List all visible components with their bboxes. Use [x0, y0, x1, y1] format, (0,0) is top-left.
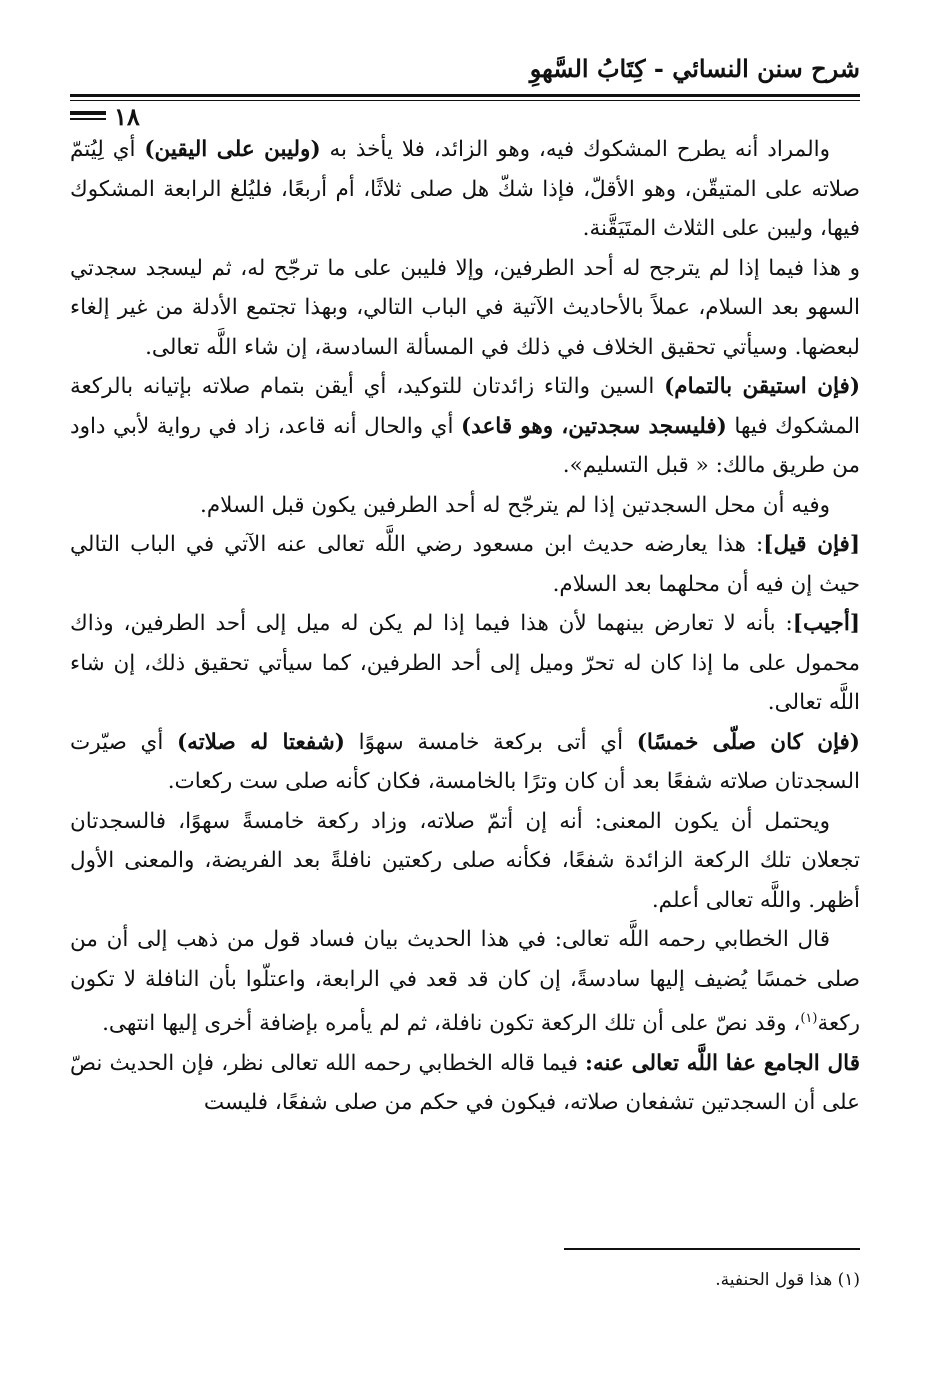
- footnote-marker: (١): [800, 1011, 818, 1026]
- text-run: قال الخطابي رحمه اللَّه تعالى: في هذا الحديث بيان فساد قول من ذهب إلى أن من صلى خمسًا يُضيف إليها سادسةً، إن كان قد قعد في الرابعة، واعتلّوا بأن النافلة لا تكون ركعة: [70, 927, 860, 1037]
- bold-phrase: قال الجامع عفا اللَّه تعالى عنه:: [585, 1050, 861, 1076]
- paragraph: [70, 249, 860, 368]
- footnote: (١) هذا قول الحنفية.: [715, 1270, 860, 1290]
- bold-phrase: (وليبن على اليقين): [144, 137, 321, 162]
- text-run: أي والحال أنه قاعد، زاد في رواية لأبي داود من طريق مالك: « قبل التسليم».: [70, 413, 860, 478]
- footnote-rule: [564, 1248, 860, 1250]
- bold-phrase: [فإن قيل]: [763, 532, 860, 557]
- book-page: [70, 38, 860, 1338]
- page-number-ornament: [70, 111, 106, 115]
- text-run: ويحتمل أن يكون المعنى: أنه إن أتمّ صلاته، وزاد ركعة خامسةً سهوًا، فالسجدتان تجعلان تلك الركعة الزائدة شفعًا، فكأنه صلى ركعتين نافلةً بعد الفريضة، والمعنى الأول أظهر. واللَّه تعالى أعلم.: [70, 808, 860, 913]
- text-run: والمراد أنه يطرح المشكوك فيه، وهو الزائد، فلا يأخذ به: [320, 137, 831, 162]
- text-run: السين والتاء زائدتان للتوكيد، أي أيقن بتمام صلاته بإتيانه بالركعة المشكوك فيها: [70, 374, 860, 439]
- bold-phrase: (شفعتا له صلاته): [177, 729, 345, 755]
- paragraph: [70, 802, 860, 921]
- paragraph: [70, 1044, 860, 1123]
- text-run: و هذا فيما إذا لم يترجح له أحد الطرفين، وإلا فليبن على ما ترجّح له، ثم ليسجد سجدتي السهو بعد السلام، عملاً بالأحاديث الآتية في الباب التالي، وبهذا تجتمع الأدلة من غير إلغاء لبعضها. وسيأتي تحقيق الخلاف في ذلك في المسألة السادسة، إن شاء اللَّه تعالى.: [70, 255, 860, 360]
- paragraph: [70, 367, 860, 486]
- text-run: ، وقد نصّ على أن تلك الركعة تكون نافلة، ثم لم يأمره بإضافة أخرى إليها انتهى.: [102, 1011, 801, 1037]
- running-header: [70, 48, 860, 131]
- bold-phrase: [أجيب]: [792, 611, 860, 636]
- paragraph: [70, 920, 860, 1044]
- text-run: أي لِيُتمّ صلاته على المتيقّن، وهو الأقلّ، فإذا شكّ هل صلى ثلاثًا، أم أربعًا، فليُلغ الرابعة المشكوك فيها، وليبن على الثلاث المتَيَقَّنة.: [70, 137, 860, 241]
- page-body: [70, 130, 860, 1123]
- bold-phrase: (فليسجد سجدتين، وهو قاعد): [461, 413, 727, 439]
- paragraph: [70, 525, 860, 604]
- text-run: : هذا يعارضه حديث ابن مسعود رضي اللَّه تعالى عنه الآتي في الباب التالي حيث إن فيه أن محلهما بعد السلام.: [70, 532, 860, 597]
- page-number-ornament-thin: [70, 118, 106, 120]
- paragraph: [70, 130, 860, 249]
- header-rule-thin: [70, 100, 860, 101]
- text-run: فيما قاله الخطابي رحمه الله تعالى نظر، فإن الحديث نصّ على أن السجدتين تشفعان صلاته، فيكون في حكم من صلى شفعًا، فليست: [70, 1050, 860, 1116]
- bold-phrase: (فإن استيقن بالتمام): [664, 374, 860, 399]
- bold-phrase: (فإن كان صلّى خمسًا): [636, 729, 860, 755]
- header-title: شرح سنن النسائي - كِتَابُ السَّهوِ: [529, 54, 860, 83]
- header-rule: [70, 94, 860, 97]
- text-run: أي أتى بركعة خامسة سهوًا: [344, 729, 637, 755]
- paragraph: [70, 604, 860, 723]
- paragraph: [70, 723, 860, 802]
- text-run: : بأنه لا تعارض بينهما لأن هذا فيما إذا لم يكن له ميل إلى أحد الطرفين، وذاك محمول على ما إذا كان له تحرّ وميل إلى أحد الطرفين، كما سيأتي تحقيق ذلك، إن شاء اللَّه تعالى.: [70, 611, 860, 715]
- paragraph: [70, 486, 860, 526]
- page-number: ١٨: [114, 102, 140, 131]
- text-run: أي صيّرت السجدتان صلاته شفعًا بعد أن كان وترًا بالخامسة، فكان كأنه صلى ست ركعات.: [70, 729, 860, 794]
- text-run: وفيه أن محل السجدتين إذا لم يترجّح له أحد الطرفين يكون قبل السلام.: [200, 492, 830, 518]
